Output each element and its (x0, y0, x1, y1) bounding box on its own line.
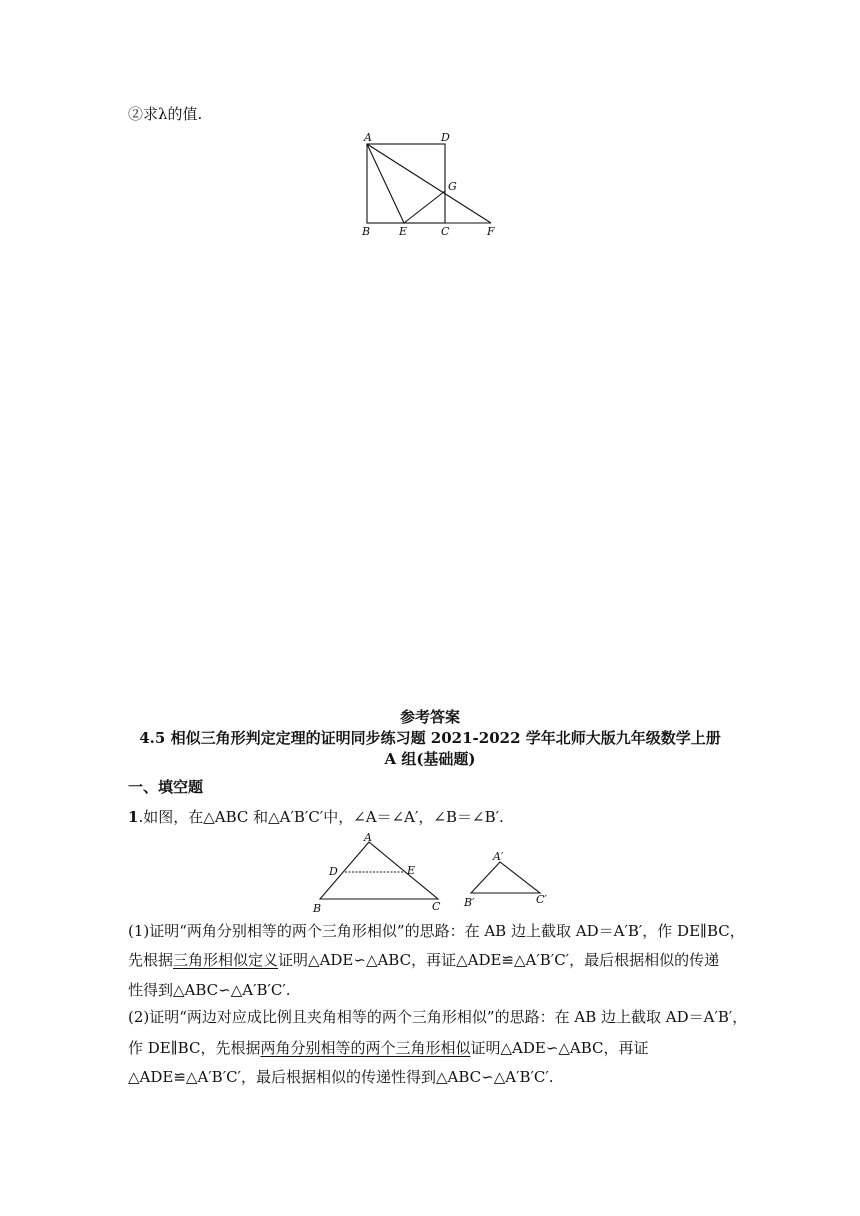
part-2-line-3: △ADE≌△A′B′C′，最后根据相似的传递性得到△ABC∽△A′B′C′. (128, 1068, 554, 1086)
label-G: G (448, 180, 457, 193)
label-C: C (441, 225, 450, 238)
part-1-line-2-post: 证明△ADE∽△ABC，再证△ADE≌△A′B′C′，最后根据相似的传递 (278, 951, 720, 969)
label-A-prime: A′ (493, 850, 504, 863)
label-E: E (407, 864, 416, 877)
question-number: 1 (128, 808, 139, 826)
figure-square-abcd (360, 130, 510, 240)
figure-similar-triangles (310, 832, 560, 914)
part-1-line-2 (128, 950, 719, 970)
part-2-answer: 两角分别相等的两个三角形相似 (260, 1039, 471, 1057)
label-D: D (441, 131, 450, 144)
label-B-prime: B′ (464, 896, 475, 909)
label-B: B (313, 902, 322, 915)
part-2-line-2-pre: 作 DE∥BC，先根据 (128, 1039, 261, 1057)
part-1-line-2-pre: 先根据 (128, 951, 174, 969)
part-1-answer: 三角形相似定义 (173, 951, 279, 969)
label-F: F (487, 225, 495, 238)
answers-heading: 参考答案 (399, 708, 460, 726)
worksheet-title: 4.5 相似三角形判定定理的证明同步练习题 2021-2022 学年北师大版九年级数学上册 (139, 729, 721, 747)
label-A: A (364, 131, 372, 144)
question-1-stem (128, 807, 504, 827)
label-A: A (364, 831, 372, 844)
group-title: A 组(基础题) (384, 750, 476, 768)
label-E: E (399, 225, 408, 238)
label-C: C (432, 900, 441, 913)
label-B: B (362, 225, 371, 238)
part-2-line-2-post: 证明△ADE∽△ABC，再证 (470, 1039, 649, 1057)
label-C-prime: C′ (536, 893, 547, 906)
question-text: .如图，在△ABC 和△A′B′C′中，∠A＝∠A′，∠B＝∠B′. (138, 808, 504, 826)
part-2-line-2 (128, 1038, 649, 1058)
label-D: D (329, 865, 338, 878)
part-2-line-1: (2)证明“两边对应成比例且夹角相等的两个三角形相似”的思路：在 AB 边上截取 AD＝A′B′， (128, 1008, 748, 1026)
part-1-line-1: (1)证明“两角分别相等的两个三角形相似”的思路：在 AB 边上截取 AD＝A′B′，作 DE∥BC， (128, 922, 745, 940)
section-title: 一、填空题 (128, 778, 204, 796)
part-1-line-3: 性得到△ABC∽△A′B′C′. (128, 981, 291, 999)
question-part-2: ②求λ的值. (128, 105, 203, 123)
